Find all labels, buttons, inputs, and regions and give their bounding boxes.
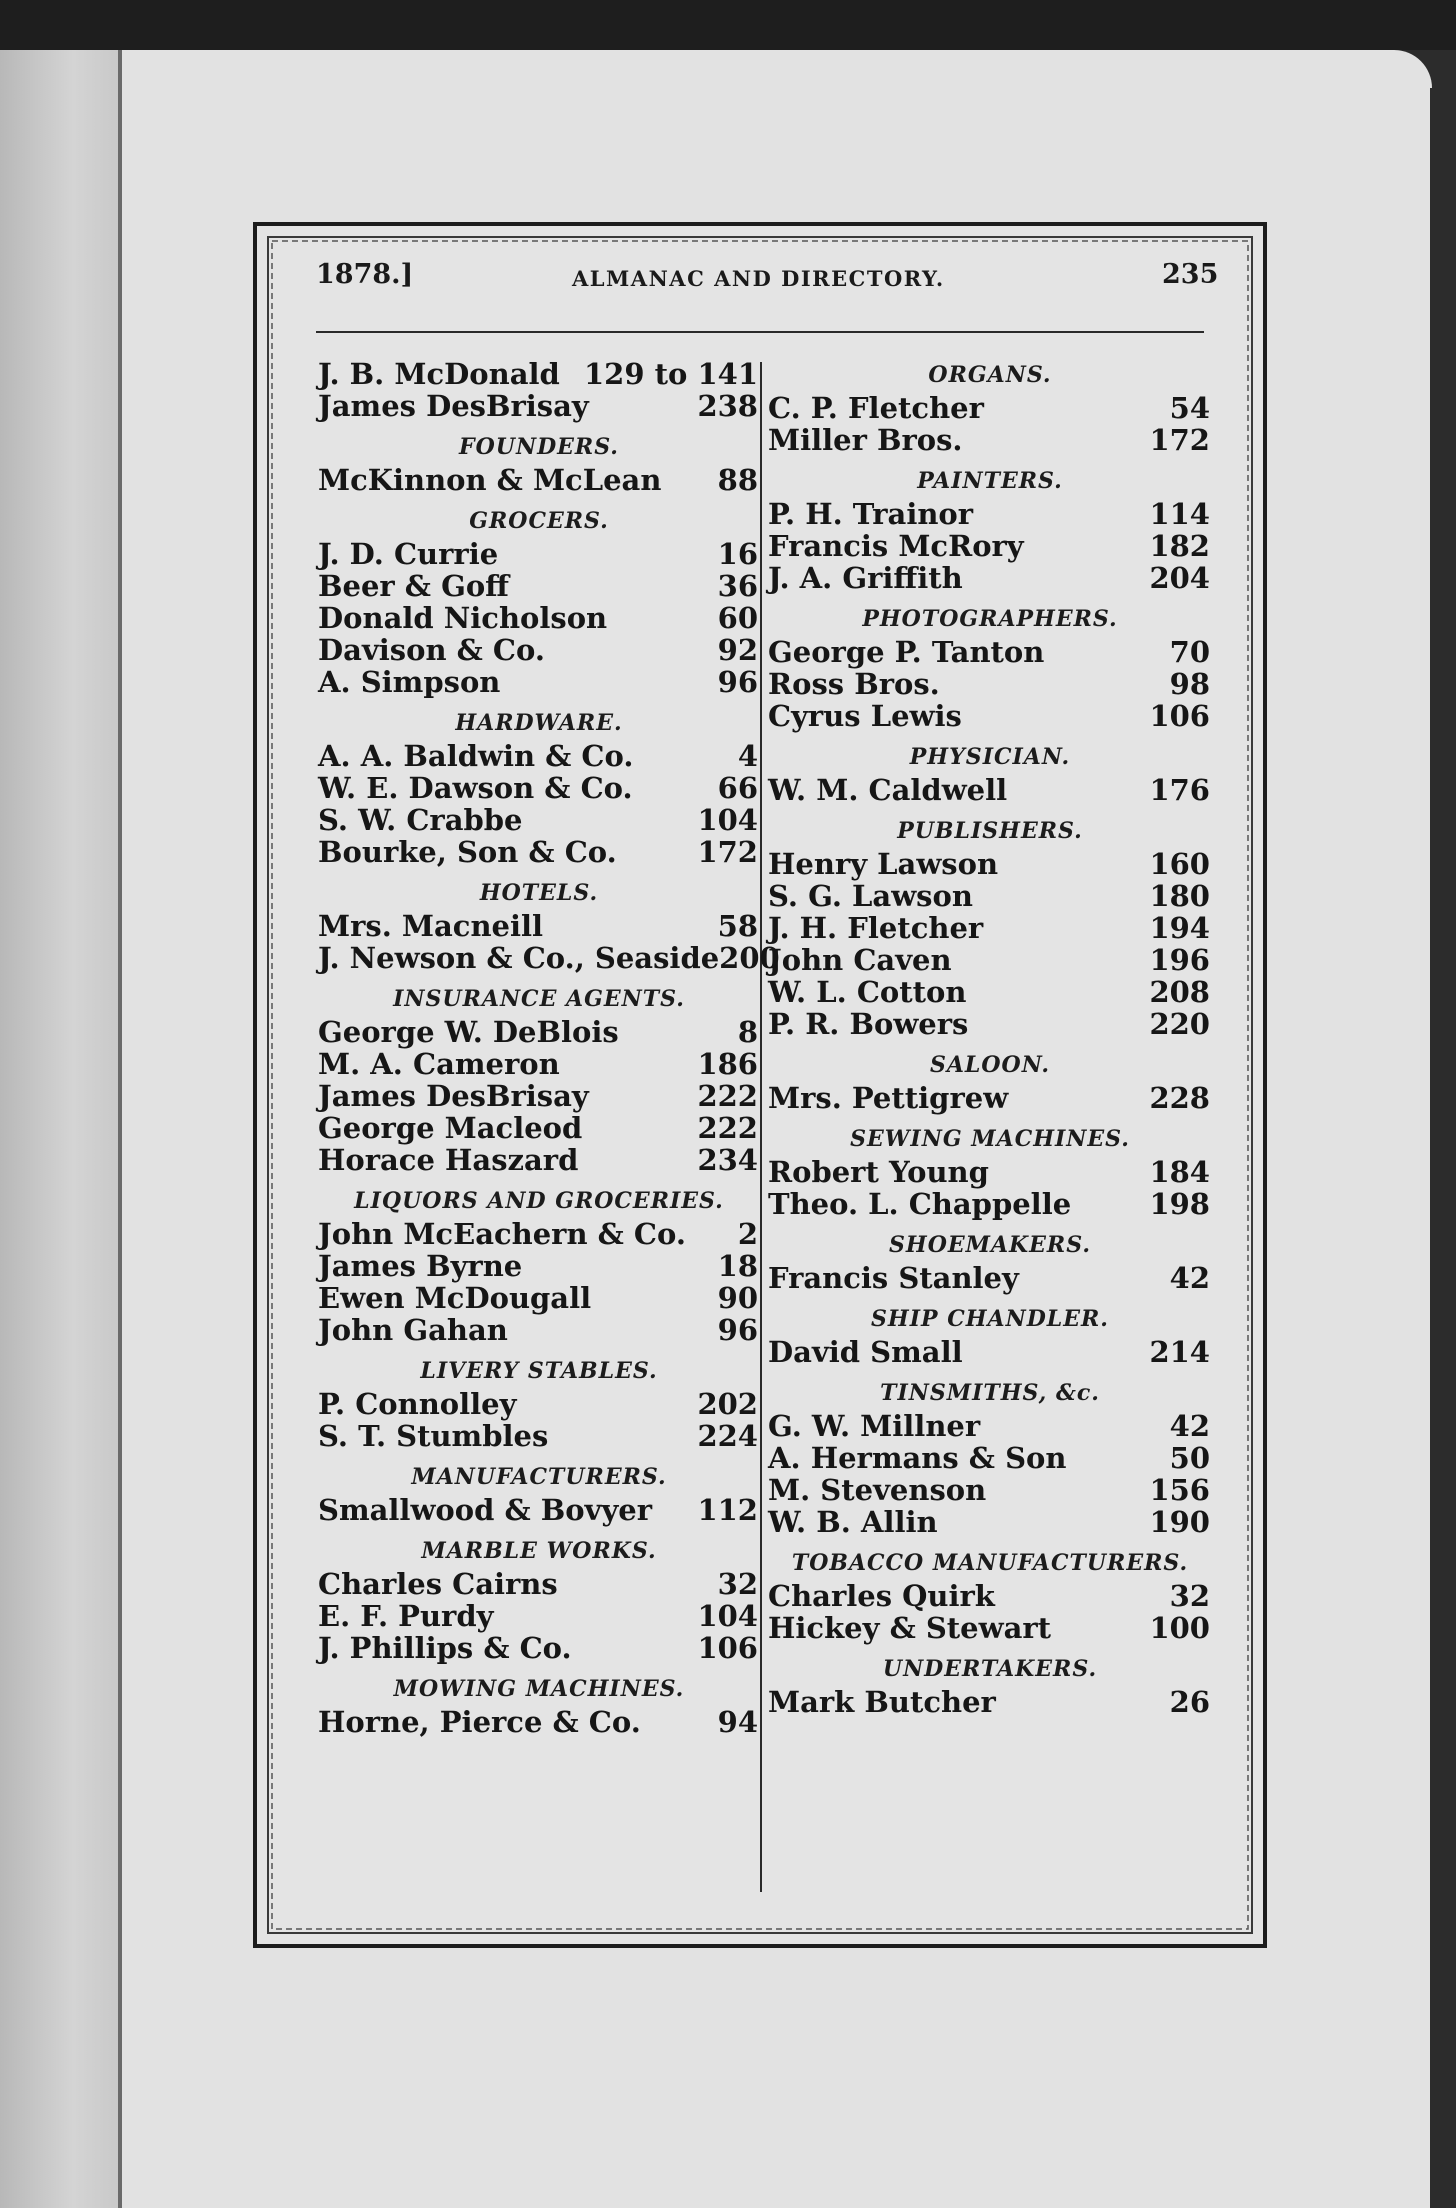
entry-name: Hickey & Stewart <box>768 1611 1052 1645</box>
directory-entry <box>318 1314 760 1346</box>
directory-entry <box>318 666 760 698</box>
section-heading: TINSMITHS, &c. <box>880 1380 1100 1406</box>
entry-number: 94 <box>717 1705 758 1739</box>
directory-entry <box>768 636 1212 668</box>
entry-name: David Small <box>768 1335 963 1369</box>
directory-entry <box>768 1008 1212 1040</box>
right-directory-column <box>768 358 1212 1718</box>
entry-number: 42 <box>1169 1409 1210 1443</box>
entry-number: 186 <box>697 1047 758 1081</box>
directory-entry <box>318 1048 760 1080</box>
entry-number: 96 <box>717 665 758 699</box>
entry-number: 202 <box>697 1387 758 1421</box>
entry-name: Ewen McDougall <box>318 1281 592 1315</box>
directory-entry <box>768 498 1212 530</box>
entry-number: 70 <box>1169 635 1210 669</box>
entry-name: Bourke, Son & Co. <box>318 835 617 869</box>
directory-entry <box>768 774 1212 806</box>
entry-number: 96 <box>717 1313 758 1347</box>
entry-name: Cyrus Lewis <box>768 699 962 733</box>
section-heading: HARDWARE. <box>455 710 623 736</box>
scan-background-right <box>1430 88 1456 2208</box>
directory-entry <box>768 1612 1212 1644</box>
header-title: ALMANAC AND DIRECTORY. <box>572 266 945 291</box>
entry-name: P. H. Trainor <box>768 497 974 531</box>
entry-name: J. A. Griffith <box>768 561 963 595</box>
entry-name: M. A. Cameron <box>318 1047 560 1081</box>
entry-number: 100 <box>1149 1611 1210 1645</box>
entry-number: 198 <box>1149 1187 1210 1221</box>
header-page-number: 235 <box>1162 259 1219 290</box>
section-heading: PUBLISHERS. <box>897 818 1083 844</box>
directory-entry <box>768 700 1212 732</box>
entry-name: S. T. Stumbles <box>318 1419 549 1453</box>
entry-number: 50 <box>1169 1441 1210 1475</box>
entry-number: 88 <box>717 463 758 497</box>
entry-name: Miller Bros. <box>768 423 963 457</box>
directory-entry <box>318 602 760 634</box>
section-heading: SHIP CHANDLER. <box>871 1306 1109 1332</box>
entry-name: Davison & Co. <box>318 633 545 667</box>
entry-name: A. A. Baldwin & Co. <box>318 739 634 773</box>
directory-entry <box>318 1568 760 1600</box>
left-directory-column <box>318 357 780 1739</box>
scan-background-top <box>0 0 1456 50</box>
entry-number: 180 <box>1149 879 1210 913</box>
section-heading: HOTELS. <box>479 880 599 906</box>
entry-name: Henry Lawson <box>768 847 999 881</box>
entry-number: 182 <box>1149 529 1210 563</box>
entry-number: 204 <box>1149 561 1210 595</box>
entry-name: George Macleod <box>318 1111 583 1145</box>
directory-entry <box>768 912 1212 944</box>
entry-name: Smallwood & Bovyer <box>318 1493 653 1527</box>
directory-entry <box>768 1580 1212 1612</box>
entry-name: J. H. Fletcher <box>768 911 984 945</box>
entry-number: 224 <box>697 1419 758 1453</box>
entry-name: W. B. Allin <box>768 1505 938 1539</box>
entry-number: 104 <box>697 803 758 837</box>
entry-name: C. P. Fletcher <box>768 391 984 425</box>
entry-number: 66 <box>717 771 758 805</box>
section-heading: SHOEMAKERS. <box>889 1232 1091 1258</box>
entry-number: 234 <box>697 1143 758 1177</box>
entry-number: 26 <box>1169 1685 1210 1719</box>
directory-entry <box>768 1082 1212 1114</box>
section-heading: MARBLE WORKS. <box>421 1538 657 1564</box>
section-heading: GROCERS. <box>469 508 609 534</box>
entry-number: 90 <box>717 1281 758 1315</box>
section-heading: PAINTERS. <box>917 468 1063 494</box>
directory-entry <box>318 1388 760 1420</box>
entry-name: George P. Tanton <box>768 635 1045 669</box>
directory-entry <box>318 1112 760 1144</box>
section-heading: PHYSICIAN. <box>909 744 1071 770</box>
entry-name: Donald Nicholson <box>318 601 608 635</box>
entry-name: Mark Butcher <box>768 1685 996 1719</box>
entry-name: John Caven <box>768 943 952 977</box>
entry-name: A. Hermans & Son <box>768 1441 1067 1475</box>
directory-entry <box>318 1250 760 1282</box>
entry-name: M. Stevenson <box>768 1473 987 1507</box>
entry-name: James Byrne <box>318 1249 523 1283</box>
section-heading: SALOON. <box>929 1052 1051 1078</box>
directory-entry <box>318 1016 760 1048</box>
entry-name: George W. DeBlois <box>318 1015 619 1049</box>
entry-number: 58 <box>717 909 758 943</box>
directory-entry <box>318 740 760 772</box>
directory-entry <box>768 1156 1212 1188</box>
directory-entry <box>318 538 760 570</box>
directory-entry <box>318 836 760 868</box>
entry-name: S. G. Lawson <box>768 879 973 913</box>
entry-number: 194 <box>1149 911 1210 945</box>
section-heading: INSURANCE AGENTS. <box>393 986 685 1012</box>
directory-entry <box>768 944 1212 976</box>
entry-name: Mrs. Pettigrew <box>768 1081 1009 1115</box>
entry-number: 214 <box>1149 1335 1210 1369</box>
entry-name: Mrs. Macneill <box>318 909 544 943</box>
entry-number: 208 <box>1149 975 1210 1009</box>
entry-name: A. Simpson <box>318 665 501 699</box>
directory-entry <box>768 976 1212 1008</box>
directory-entry <box>318 910 760 942</box>
directory-entry <box>768 424 1212 456</box>
entry-name: Beer & Goff <box>318 569 509 603</box>
directory-entry <box>768 1410 1212 1442</box>
entry-number: 2 <box>737 1217 758 1251</box>
directory-entry <box>318 464 760 496</box>
section-heading: SEWING MACHINES. <box>850 1126 1130 1152</box>
entry-number: 42 <box>1169 1261 1210 1295</box>
directory-entry <box>318 941 780 975</box>
directory-entry <box>318 772 760 804</box>
directory-entry <box>318 634 760 666</box>
entry-number: 4 <box>737 739 758 773</box>
entry-name: Ross Bros. <box>768 667 940 701</box>
column-divider <box>760 362 762 1892</box>
entry-number: 16 <box>717 537 758 571</box>
section-heading: UNDERTAKERS. <box>882 1656 1098 1682</box>
entry-number: 54 <box>1169 391 1210 425</box>
entry-number: 98 <box>1169 667 1210 701</box>
entry-name: P. R. Bowers <box>768 1007 969 1041</box>
directory-entry <box>768 392 1212 424</box>
entry-name: Theo. L. Chappelle <box>768 1187 1072 1221</box>
header-year: 1878.] <box>316 259 414 290</box>
directory-entry <box>318 390 760 422</box>
directory-entry <box>768 848 1212 880</box>
entry-number: 129 to 141 <box>584 357 758 391</box>
entry-name: J. Phillips & Co. <box>318 1631 572 1665</box>
directory-entry <box>318 358 760 390</box>
entry-name: P. Connolley <box>318 1387 517 1421</box>
entry-number: 112 <box>697 1493 758 1527</box>
entry-name: J. D. Currie <box>318 537 499 571</box>
entry-name: J. B. McDonald <box>318 357 560 391</box>
entry-name: Charles Cairns <box>318 1567 558 1601</box>
section-heading: PHOTOGRAPHERS. <box>862 606 1118 632</box>
entry-number: 106 <box>1149 699 1210 733</box>
entry-name: Robert Young <box>768 1155 989 1189</box>
entry-number: 172 <box>1149 423 1210 457</box>
entry-number: 32 <box>717 1567 758 1601</box>
entry-number: 228 <box>1149 1081 1210 1115</box>
entry-name: John McEachern & Co. <box>318 1217 686 1251</box>
directory-entry <box>318 1420 760 1452</box>
section-heading: MOWING MACHINES. <box>393 1676 685 1702</box>
entry-name: John Gahan <box>318 1313 508 1347</box>
entry-number: 220 <box>1149 1007 1210 1041</box>
directory-entry <box>768 668 1212 700</box>
directory-entry <box>318 1282 760 1314</box>
directory-entry <box>768 1188 1212 1220</box>
entry-number: 222 <box>697 1079 758 1113</box>
entry-number: 172 <box>697 835 758 869</box>
entry-name: S. W. Crabbe <box>318 803 523 837</box>
section-heading: MANUFACTURERS. <box>411 1464 667 1490</box>
entry-number: 238 <box>697 389 758 423</box>
directory-entry <box>768 1506 1212 1538</box>
entry-number: 92 <box>717 633 758 667</box>
entry-number: 156 <box>1149 1473 1210 1507</box>
entry-number: 184 <box>1149 1155 1210 1189</box>
directory-entry <box>768 1474 1212 1506</box>
entry-number: 104 <box>697 1599 758 1633</box>
entry-number: 160 <box>1149 847 1210 881</box>
entry-name: E. F. Purdy <box>318 1599 494 1633</box>
entry-name: Horne, Pierce & Co. <box>318 1705 641 1739</box>
entry-number: 18 <box>717 1249 758 1283</box>
entry-name: Charles Quirk <box>768 1579 995 1613</box>
directory-entry <box>318 1706 760 1738</box>
entry-number: 176 <box>1149 773 1210 807</box>
directory-entry <box>318 1144 760 1176</box>
entry-number: 196 <box>1149 943 1210 977</box>
directory-entry <box>768 1686 1212 1718</box>
directory-entry <box>768 1442 1212 1474</box>
entry-name: W. M. Caldwell <box>768 773 1008 807</box>
directory-entry <box>768 530 1212 562</box>
entry-number: 190 <box>1149 1505 1210 1539</box>
entry-name: Horace Haszard <box>318 1143 579 1177</box>
entry-name: Francis McRory <box>768 529 1024 563</box>
entry-number: 200 <box>719 941 780 975</box>
entry-name: James DesBrisay <box>318 1079 589 1113</box>
directory-entry <box>768 880 1212 912</box>
directory-entry <box>318 570 760 602</box>
entry-name: James DesBrisay <box>318 389 589 423</box>
section-heading: TOBACCO MANUFACTURERS. <box>791 1550 1189 1576</box>
section-heading: LIQUORS AND GROCERIES. <box>354 1188 724 1214</box>
previous-page-edge <box>0 50 122 2208</box>
directory-entry <box>318 1494 760 1526</box>
entry-number: 106 <box>697 1631 758 1665</box>
directory-entry <box>318 1632 760 1664</box>
entry-number: 8 <box>737 1015 758 1049</box>
entry-name: W. L. Cotton <box>768 975 967 1009</box>
directory-entry <box>318 1218 760 1250</box>
entry-number: 60 <box>717 601 758 635</box>
entry-name: Francis Stanley <box>768 1261 1019 1295</box>
entry-name: McKinnon & McLean <box>318 463 662 497</box>
section-heading: ORGANS. <box>928 362 1052 388</box>
entry-number: 32 <box>1169 1579 1210 1613</box>
directory-entry <box>318 1080 760 1112</box>
entry-number: 36 <box>717 569 758 603</box>
entry-name: G. W. Millner <box>768 1409 981 1443</box>
entry-number: 114 <box>1149 497 1210 531</box>
entry-number: 222 <box>697 1111 758 1145</box>
directory-entry <box>768 1262 1212 1294</box>
section-heading: FOUNDERS. <box>459 434 619 460</box>
header-rule <box>316 331 1204 333</box>
directory-entry <box>768 1336 1212 1368</box>
directory-entry <box>318 804 760 836</box>
entry-name: J. Newson & Co., Seaside <box>318 941 720 975</box>
section-heading: LIVERY STABLES. <box>420 1358 658 1384</box>
entry-name: W. E. Dawson & Co. <box>318 771 633 805</box>
directory-entry <box>768 562 1212 594</box>
directory-entry <box>318 1600 760 1632</box>
